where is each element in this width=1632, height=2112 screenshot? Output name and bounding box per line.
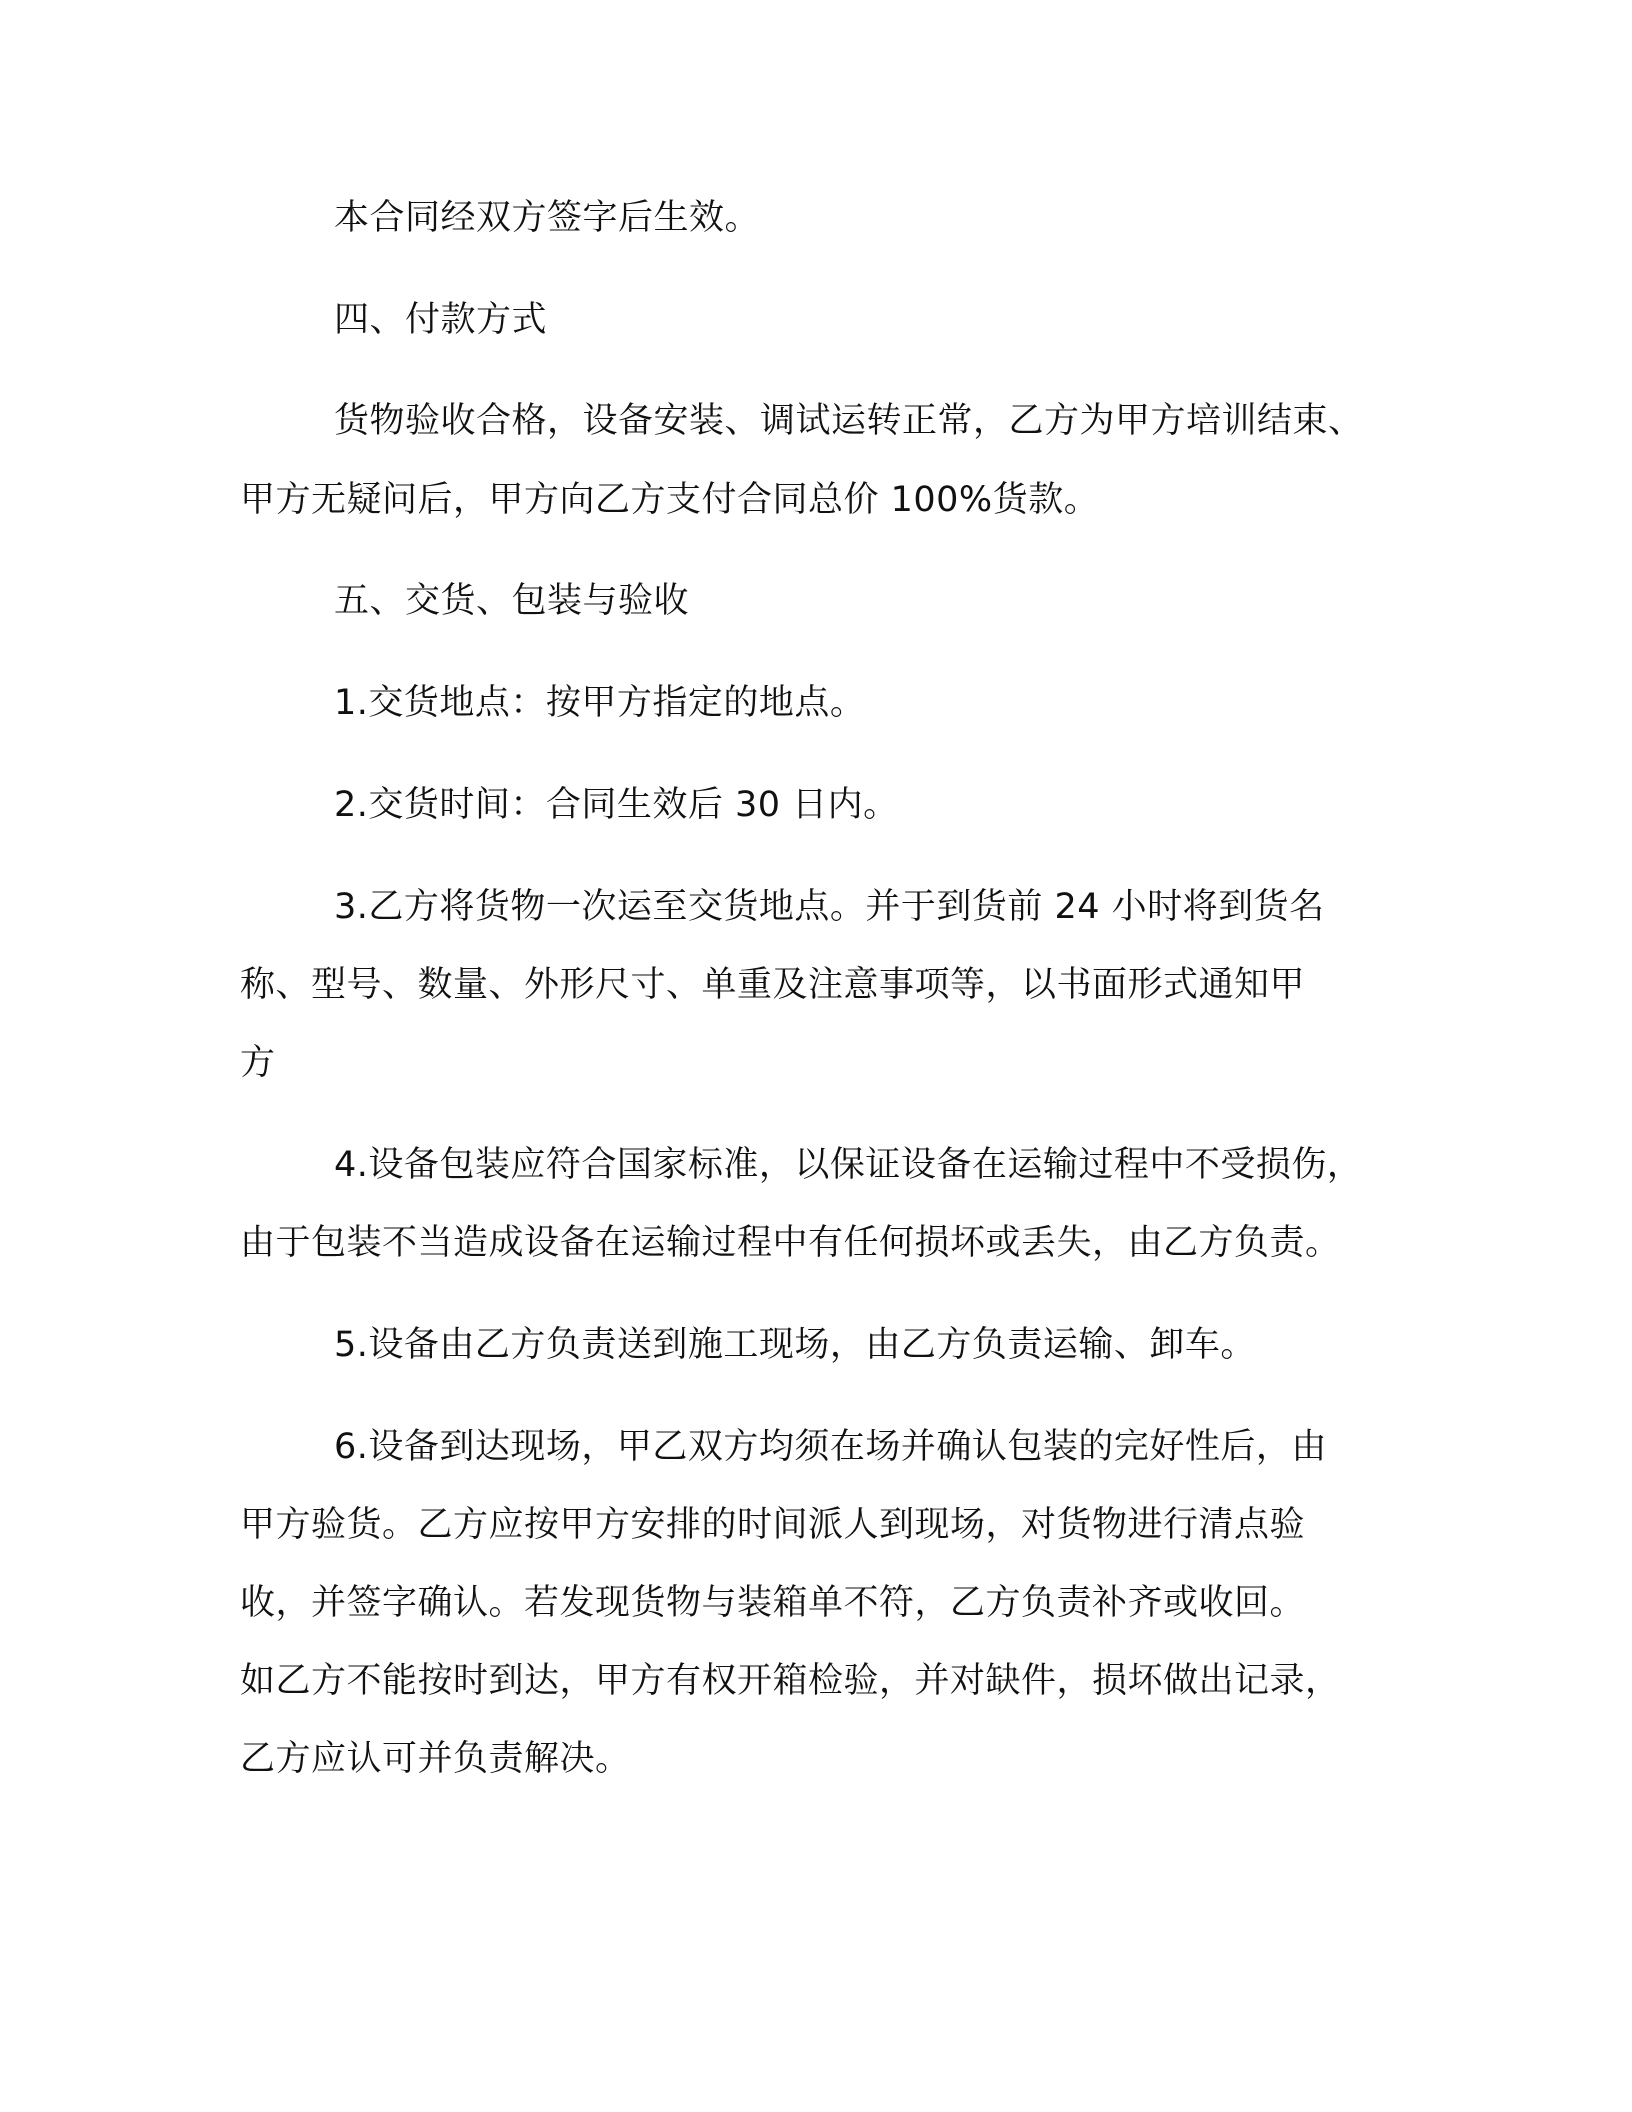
paragraph-payment-line-2: 甲方无疑问后，甲方向乙方支付合同总价 100%货款。 xyxy=(240,480,1100,520)
clause-4-line-1: 4.设备包装应符合国家标准，以保证设备在运输过程中不受损伤， xyxy=(334,1145,1363,1185)
clause-4-line-2: 由于包装不当造成设备在运输过程中有任何损坏或丢失，由乙方负责。 xyxy=(240,1223,1341,1263)
paragraph-payment-line-1: 货物验收合格，设备安装、调试运转正常，乙方为甲方培训结束、 xyxy=(334,401,1364,441)
clause-6-line-5: 乙方应认可并负责解决。 xyxy=(240,1739,631,1779)
clause-6-line-3: 收，并签字确认。若发现货物与装箱单不符，乙方负责补齐或收回。 xyxy=(240,1583,1306,1623)
clause-6-line-1: 6.设备到达现场，甲乙双方均须在场并确认包装的完好性后，由 xyxy=(334,1427,1327,1467)
clause-3-line-3: 方 xyxy=(240,1043,276,1083)
clause-5-transport: 5.设备由乙方负责送到施工现场，由乙方负责运输、卸车。 xyxy=(334,1325,1256,1365)
clause-3-line-1: 3.乙方将货物一次运至交货地点。并于到货前 24 小时将到货名 xyxy=(334,887,1325,927)
clause-2-delivery-time: 2.交货时间：合同生效后 30 日内。 xyxy=(334,785,899,825)
section-heading-payment: 四、付款方式 xyxy=(334,300,548,340)
clause-1-delivery-location: 1.交货地点：按甲方指定的地点。 xyxy=(334,683,866,723)
paragraph-effective-clause: 本合同经双方签字后生效。 xyxy=(334,198,761,238)
clause-6-line-4: 如乙方不能按时到达，甲方有权开箱检验，并对缺件，损坏做出记录， xyxy=(240,1661,1341,1701)
section-heading-delivery: 五、交货、包装与验收 xyxy=(334,581,690,621)
clause-6-line-2: 甲方验货。乙方应按甲方安排的时间派人到现场，对货物进行清点验 xyxy=(240,1505,1306,1545)
clause-3-line-2: 称、型号、数量、外形尺寸、单重及注意事项等，以书面形式通知甲 xyxy=(240,965,1306,1005)
